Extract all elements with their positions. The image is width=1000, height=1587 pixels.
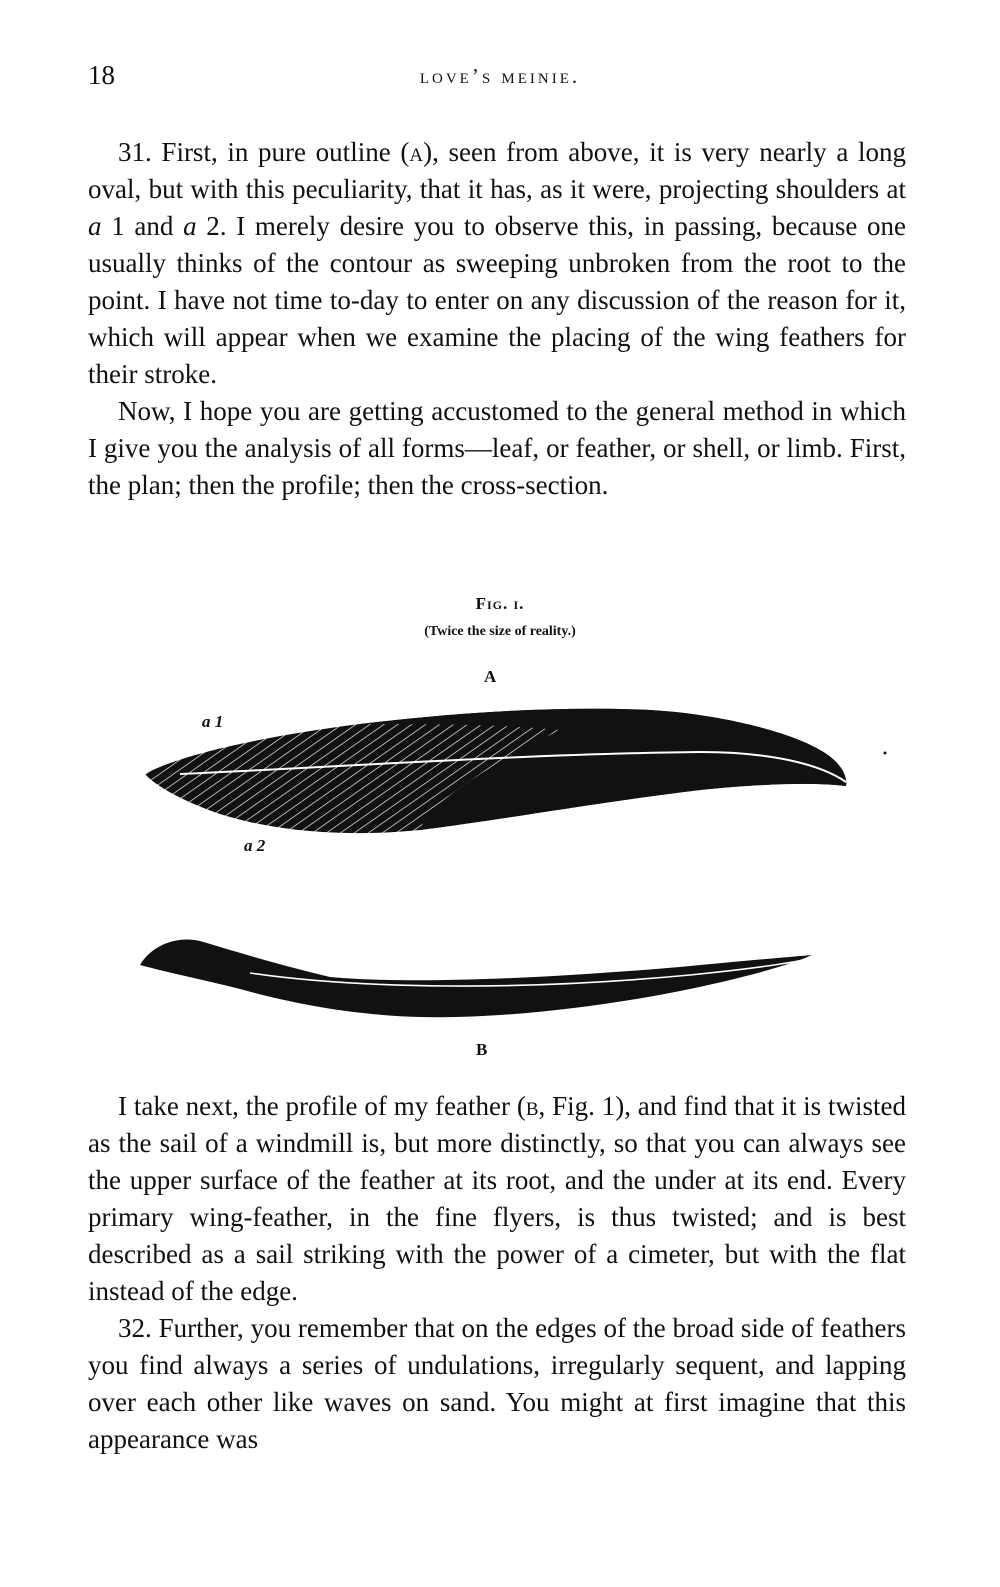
paragraph-method: Now, I hope you are getting accustomed to the general method in which I give you the analysis of all forms—leaf, or feather, or shell, or limb. First, the plan; then the profile; then the cross-section. <box>88 396 906 500</box>
paragraph-profile: I take next, the profile of my feather (b, Fig. 1), and find that it is twisted as the sail of a windmill is, but more distinctly, so that you can always see the upper surface of the feather at its root, and the under at its end. Every primary wing-feather, in the fine flyers, is thus twisted; and is best described as a sail striking with the power of a cimeter, but with the flat instead of the edge. <box>88 1091 906 1306</box>
page-number: 18 <box>88 60 115 90</box>
text-block-bottom <box>88 1088 906 1458</box>
text-block-top <box>88 134 906 504</box>
figure-title: Fig. i. <box>475 594 525 613</box>
figure-label-a: A <box>484 667 497 686</box>
running-head: love’s meinie. <box>419 64 581 88</box>
figure-mark-a2: a 2 <box>244 836 266 855</box>
feather-plan-illustration <box>0 690 1000 850</box>
paragraph-32: 32. Further, you remember that on the edges of the broad side of feathers you find always a series of undulations, irregularly sequent, and lapping over each other like waves on sand. You might at first imagine that this appearance was <box>88 1313 906 1454</box>
figure-subtitle: (Twice the size of reality.) <box>424 624 576 639</box>
figure-mark-a1: a 1 <box>202 712 224 731</box>
paragraph-31: 31. First, in pure outline (a), seen from above, it is very nearly a long oval, but with this peculiarity, that it has, as it were, projecting shoulders at a 1 and a 2. I merely desire you to observe this, in passing, because one usually thinks of the contour as sweeping unbroken from the root to the point. I have not time to-day to enter on any discussion of the reason for it, which will appear when we examine the placing of the wing feathers for their stroke. <box>88 137 907 389</box>
feather-profile-illustration <box>0 925 1000 1025</box>
figure-label-b: B <box>476 1040 488 1059</box>
